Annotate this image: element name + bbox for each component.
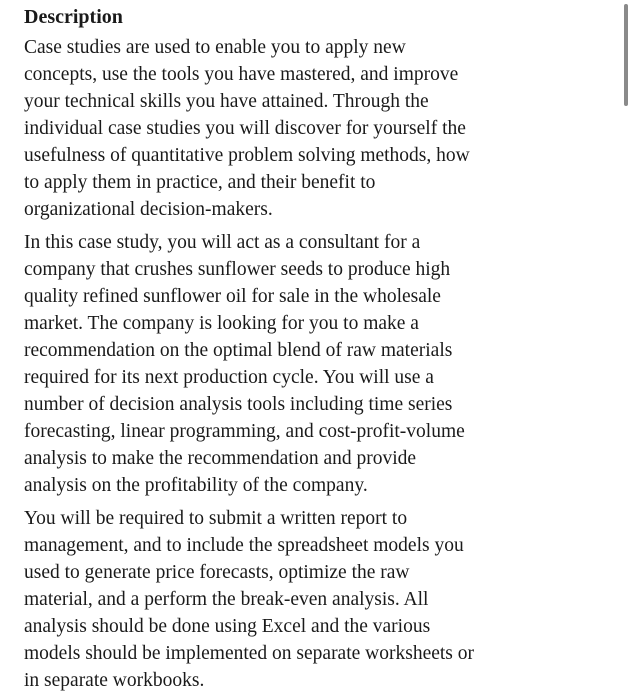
- text-line: forecasting, linear programming, and cost-profit-volume: [24, 421, 465, 442]
- text-line: market. The company is looking for you to make a: [24, 313, 419, 334]
- text-line: used to generate price forecasts, optimize the raw: [24, 562, 410, 583]
- text-line: required for its next production cycle. You will use a: [24, 367, 434, 388]
- section-heading: Description: [24, 6, 123, 28]
- text-line: You will be required to submit a written report to: [24, 508, 408, 529]
- text-line: Case studies are used to enable you to apply new: [24, 37, 406, 58]
- text-line: organizational decision-makers.: [24, 199, 273, 220]
- paragraph-case-study: [24, 229, 604, 499]
- text-line: concepts, use the tools you have mastered, and improve: [24, 64, 459, 85]
- text-line: to apply them in practice, and their benefit to: [24, 172, 376, 193]
- text-line: in separate workbooks.: [24, 670, 205, 691]
- text-line: management, and to include the spreadsheet models you: [24, 535, 464, 556]
- text-line: company that crushes sunflower seeds to produce high: [24, 259, 451, 280]
- text-line: recommendation on the optimal blend of raw materials: [24, 340, 453, 361]
- description-section: [24, 4, 604, 700]
- scrollbar-thumb[interactable]: [624, 4, 628, 106]
- vertical-scrollbar[interactable]: [620, 0, 632, 700]
- text-line: number of decision analysis tools including time series: [24, 394, 453, 415]
- text-line: individual case studies you will discover for yourself the: [24, 118, 466, 139]
- text-line: analysis on the profitability of the company.: [24, 475, 368, 496]
- text-line: usefulness of quantitative problem solving methods, how: [24, 145, 470, 166]
- paragraph-intro: [24, 34, 604, 223]
- paragraph-requirements: [24, 505, 604, 694]
- text-line: analysis should be done using Excel and the various: [24, 616, 431, 637]
- text-line: material, and a perform the break-even analysis. All: [24, 589, 429, 610]
- text-line: analysis to make the recommendation and provide: [24, 448, 417, 469]
- text-line: models should be implemented on separate worksheets or: [24, 643, 475, 664]
- text-line: In this case study, you will act as a consultant for a: [24, 232, 421, 253]
- text-line: quality refined sunflower oil for sale in the wholesale: [24, 286, 441, 307]
- text-line: your technical skills you have attained. Through the: [24, 91, 429, 112]
